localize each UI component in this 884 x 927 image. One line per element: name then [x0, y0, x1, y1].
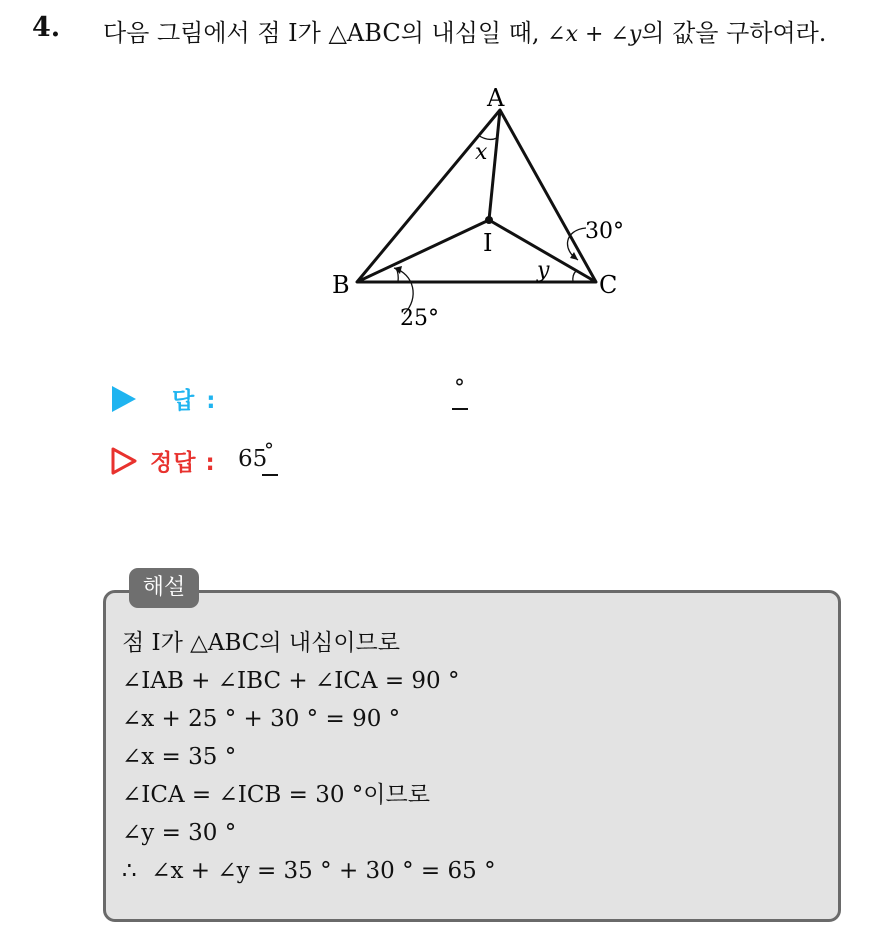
label-x: x	[475, 140, 488, 165]
correct-answer-unit: °	[264, 438, 274, 462]
segment-bi	[357, 220, 489, 282]
explanation-line-4: ∠x = 35 °	[122, 744, 237, 770]
answer-unit: °	[454, 376, 465, 401]
label-angle-b: 25°	[400, 306, 439, 331]
play-icon	[112, 386, 136, 412]
label-c: C	[599, 271, 618, 299]
label-angle-c: 30°	[585, 219, 624, 244]
question-text	[103, 13, 826, 48]
question-number: 4.	[32, 12, 61, 43]
explanation-line-2: ∠IAB + ∠IBC + ∠ICA = 90 °	[122, 668, 460, 694]
question-text-after: 의 값을 구하여라.	[641, 19, 827, 47]
correct-answer-row	[108, 438, 408, 482]
correct-answer-value: 65	[238, 446, 268, 472]
label-b: B	[332, 271, 350, 299]
label-a: A	[487, 84, 505, 112]
triangle-abc	[357, 110, 596, 282]
explanation-line-7: ∴ ∠x + ∠y = 35 ° + 30 ° = 65 °	[122, 858, 496, 884]
point-i	[485, 216, 493, 224]
label-i: I	[483, 229, 493, 257]
explanation-lines	[122, 624, 496, 890]
label-y: y	[537, 258, 550, 283]
segment-ai	[489, 110, 500, 220]
explanation-line-6: ∠y = 30 °	[122, 820, 237, 846]
explanation-line-5: ∠ICA = ∠ICB = 30 °이므로	[122, 782, 430, 808]
triangle-figure	[320, 78, 640, 338]
explanation-line-1: 점 I가 △ABC의 내심이므로	[122, 630, 400, 656]
answer-blank[interactable]	[452, 408, 468, 410]
correct-answer-label: 정답 :	[150, 450, 216, 476]
question-angle-expression: ∠x + ∠y	[547, 22, 642, 47]
correct-answer-underline	[262, 474, 278, 476]
arrow-angle-c	[568, 228, 586, 260]
arc-angle-x	[478, 135, 497, 139]
outline-play-icon	[110, 446, 138, 476]
arc-angle-y	[573, 271, 576, 282]
explanation-line-3: ∠x + 25 ° + 30 ° = 90 °	[122, 706, 401, 732]
answer-label: 답 :	[172, 388, 218, 414]
answer-row	[108, 376, 528, 416]
explanation-tag: 해설	[129, 568, 199, 608]
question-text-before: 다음 그림에서 점 I가 △ABC의 내심일 때,	[103, 19, 548, 47]
